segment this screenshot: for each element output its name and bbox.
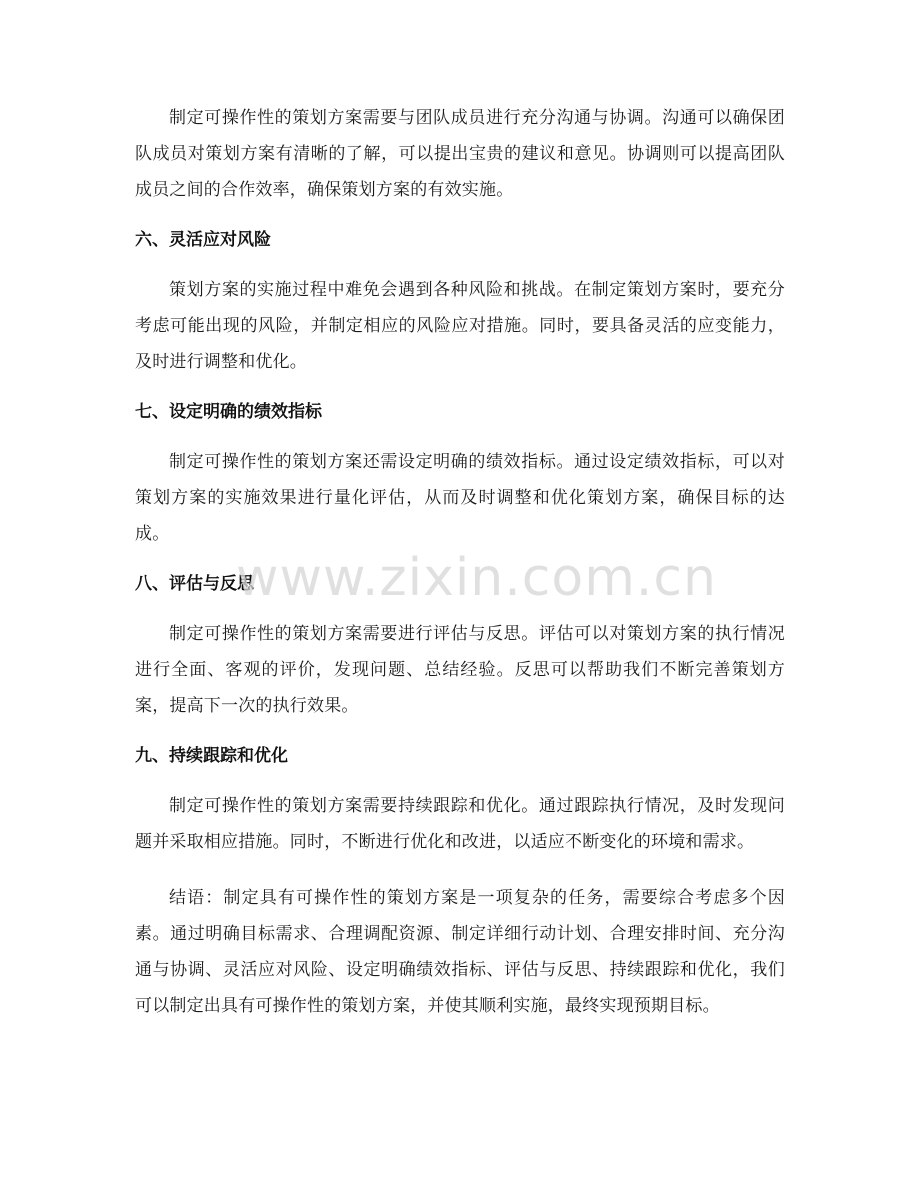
section-heading-risk: 六、灵活应对风险 [135,230,271,250]
section-heading-review: 八、评估与反思 [135,574,254,594]
section-body-kpi: 制定可操作性的策划方案还需设定明确的绩效指标。通过设定绩效指标，可以对策划方案的实施效果进行量化评估，从而及时调整和优化策划方案，确保目标的达成。 [135,452,785,544]
section-heading-tracking: 九、持续跟踪和优化 [135,746,288,766]
section-body-tracking: 制定可操作性的策划方案需要持续跟踪和优化。通过跟踪执行情况，及时发现问题并采取相应措施。同时，不断进行优化和改进，以适应不断变化的环境和需求。 [135,796,785,852]
section-body-risk: 策划方案的实施过程中难免会遇到各种风险和挑战。在制定策划方案时，要充分考虑可能出现的风险，并制定相应的风险应对措施。同时，要具备灵活的应变能力，及时进行调整和优化。 [135,280,785,372]
section-body-review: 制定可操作性的策划方案需要进行评估与反思。评估可以对策划方案的执行情况进行全面、客观的评价，发现问题、总结经验。反思可以帮助我们不断完善策划方案，提高下一次的执行效果。 [135,624,785,716]
conclusion-paragraph: 结语：制定具有可操作性的策划方案是一项复杂的任务，需要综合考虑多个因素。通过明确目标需求、合理调配资源、制定详细行动计划、合理安排时间、充分沟通与协调、灵活应对风险、设定明确绩效指标、评估与反思、持续跟踪和优化，我们可以制定出具有可操作性的策划方案，并使其顺利实施，最终实现预期目标。 [135,888,785,1016]
watermark: www.zixin.com.cn [236,548,717,608]
intro-paragraph: 制定可操作性的策划方案需要与团队成员进行充分沟通与协调。沟通可以确保团队成员对策划方案有清晰的了解，可以提出宝贵的建议和意见。协调则可以提高团队成员之间的合作效率，确保策划方案的有效实施。 [135,108,785,200]
section-heading-kpi: 七、设定明确的绩效指标 [135,402,322,422]
document-page [135,100,785,1024]
